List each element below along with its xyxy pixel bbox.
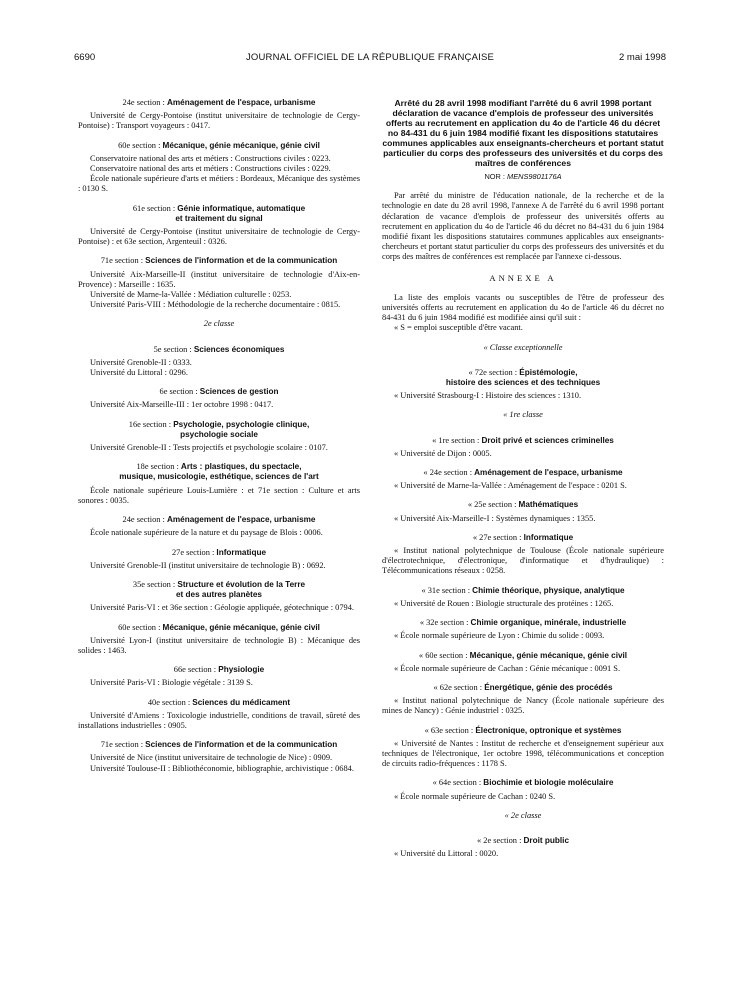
section-title: Chimie organique, minérale, industrielle xyxy=(470,618,627,628)
spacer xyxy=(382,427,664,436)
section-number: « 25e section : xyxy=(467,500,519,510)
section-title: musique, musicologie, esthétique, sciences de l'art xyxy=(119,472,319,482)
class-heading: « Classe exceptionnelle xyxy=(483,342,563,352)
section-number: 61e section : xyxy=(132,203,178,213)
section-heading xyxy=(382,726,664,736)
section-title: Droit public xyxy=(523,835,569,845)
list-item: Université Aix-Marseille-III : 1er octobre 1998 : 0417. xyxy=(90,400,274,410)
section-heading xyxy=(78,345,360,355)
section-heading xyxy=(78,204,360,224)
section-number: « 31e section : xyxy=(421,585,473,595)
section-heading xyxy=(78,256,360,266)
section-title: Épistémologie, xyxy=(519,367,578,377)
section-title: Aménagement de l'espace, urbanisme xyxy=(474,468,623,478)
spacer xyxy=(78,731,360,740)
list-item: Université Toulouse-II : Bibliothéconomie, bibliographie, archivistique : 0684. xyxy=(90,763,354,773)
list-item: Université Grenoble-II : 0333. xyxy=(90,357,192,367)
section-heading xyxy=(78,420,360,440)
list-item: « Université de Dijon : 0005. xyxy=(394,448,492,458)
spacer xyxy=(78,539,360,548)
section-title: Génie informatique, automatique xyxy=(177,203,306,213)
arrete-title: Arrêté du 28 avril 1998 modifiant l'arrêté du 6 avril 1998 portant déclaration de vacance d'emplois de professeur des universités offerts au recrutement en application du 4o de l'article 46 du décret no 84-431 du 6 juin 1984 modifié fixant les dispositions statutaires communes applicables aux enseignants-chercheurs et portant statut particulier du corps des professeurs des universités et du corps des maîtres de conférences xyxy=(382,98,664,168)
section-title: Sciences de gestion xyxy=(199,387,279,397)
section-number: 18e section : xyxy=(136,462,181,472)
spacer xyxy=(382,802,664,811)
section-title: Électronique, optronique et systèmes xyxy=(475,725,622,735)
spacer xyxy=(382,459,664,468)
spacer xyxy=(78,453,360,462)
section-number: 24e section : xyxy=(122,98,167,107)
spacer xyxy=(78,411,360,420)
section-number: « 24e section : xyxy=(423,468,475,478)
section-title: histoire des sciences et des techniques xyxy=(445,378,601,388)
section-number: « 62e section : xyxy=(433,682,485,692)
class-heading: « 2e classe xyxy=(504,810,542,820)
section-heading xyxy=(382,836,664,846)
arrete-body: Par arrêté du ministre de l'éducation nationale, de la recherche et de la technologie en date du 28 avril 1998, l'annexe A de l'arrêté du 6 avril 1998 portant déclaration de vacance d'emplois de professeur des universités offerts au recrutement en application du 4o de l'article 46 du décret no 84-431 du 6 juin 1984 modifié fixant les dispositions statutaires communes applicables aux enseignants-chercheurs et portant statut particulier du corps des professeurs des universités et du corps des maîtres de conférences est remplacée par l'annexe ci-dessous. xyxy=(382,191,664,262)
spacer xyxy=(78,614,360,623)
section-heading xyxy=(382,500,664,510)
spacer xyxy=(382,359,664,368)
list-item: Université de Cergy-Pontoise (institut universitaire de technologie de Cergy-Pontoise) : et 63e section, Argenteuil : 0326. xyxy=(78,227,360,247)
section-title: Mécanique, génie mécanique, génie civil xyxy=(162,140,320,150)
section-number: 6e section : xyxy=(159,387,200,397)
section-title: Informatique xyxy=(523,532,574,542)
section-number: « 72e section : xyxy=(468,367,520,377)
section-title: Informatique xyxy=(216,547,267,557)
spacer xyxy=(78,656,360,665)
section-number: 71e section : xyxy=(100,740,146,750)
section-number: 60e section : xyxy=(118,622,163,632)
section-title: Mathématiques xyxy=(518,500,579,510)
spacer xyxy=(382,577,664,586)
section-number: « 64e section : xyxy=(432,778,484,788)
section-heading xyxy=(78,665,360,675)
section-heading xyxy=(78,141,360,151)
nor-label: NOR : xyxy=(484,172,508,181)
section-number: « 63e section : xyxy=(424,725,476,735)
publication-date: 2 mai 1998 xyxy=(618,52,666,63)
list-item: Université de Marne-la-Vallée : Médiation culturelle : 0253. xyxy=(90,290,292,300)
list-item: Université Lyon-I (institut universitaire de technologie B) : Mécanique des solides : 1463. xyxy=(78,635,360,655)
section-heading xyxy=(382,618,664,628)
section-heading xyxy=(78,515,360,525)
list-item: Université Paris-VI : et 36e section : Géologie appliquée, géotechnique : 0794. xyxy=(90,603,354,613)
section-heading xyxy=(78,548,360,558)
list-item: « Institut national polytechnique de Nancy (École nationale supérieure des mines de Nancy) : Génie industriel : 0325. xyxy=(382,696,664,716)
spacer xyxy=(78,247,360,256)
section-heading xyxy=(78,462,360,482)
list-item: « Université Strasbourg-I : Histoire des sciences : 1310. xyxy=(394,391,582,401)
list-item: « École normale supérieure de Cachan : Génie mécanique : 0091 S. xyxy=(394,663,621,673)
spacer xyxy=(382,674,664,683)
section-title: Mécanique, génie mécanique, génie civil xyxy=(469,650,628,660)
list-item: Université d'Amiens : Toxicologie industrielle, conditions de travail, sûreté des installations industrielles : 0905. xyxy=(78,710,360,730)
spacer xyxy=(78,310,360,319)
section-title: Énergétique, génie des procédés xyxy=(484,682,613,692)
section-heading xyxy=(382,586,664,596)
section-title: et traitement du signal xyxy=(175,213,263,223)
section-heading xyxy=(382,651,664,661)
spacer xyxy=(78,378,360,387)
spacer xyxy=(382,334,664,343)
section-title: Sciences économiques xyxy=(193,344,285,354)
spacer xyxy=(382,401,664,410)
section-heading xyxy=(78,98,360,108)
section-title: Chimie théorique, physique, analytique xyxy=(472,585,625,595)
section-heading xyxy=(382,683,664,693)
section-heading xyxy=(78,740,360,750)
spacer xyxy=(78,336,360,345)
section-number: « 60e section : xyxy=(418,650,470,660)
list-item: « Université de Marne-la-Vallée : Aménagement de l'espace : 0201 S. xyxy=(394,481,627,491)
section-heading xyxy=(382,468,664,478)
spacer xyxy=(382,642,664,651)
section-title: Biochimie et biologie moléculaire xyxy=(483,778,614,788)
list-item: Université de Cergy-Pontoise (institut universitaire de technologie de Cergy-Pontoise) : Transport voyageurs : 0417. xyxy=(78,111,360,131)
spacer xyxy=(382,827,664,836)
list-item: La liste des emplois vacants ou susceptibles de l'être de professeur des universités offerts au recrutement en application du 4o de l'article 46 du décret no 84-431 du 6 juin 1984 modifié est modifiée ainsi qu'il suit : xyxy=(382,292,664,323)
section-number: 66e section : xyxy=(173,665,219,675)
journal-title: JOURNAL OFFICIEL DE LA RÉPUBLIQUE FRANÇAISE xyxy=(245,52,495,63)
section-heading xyxy=(382,436,664,446)
section-title: et des autres planètes xyxy=(175,590,262,600)
section-title: Droit privé et sciences criminelles xyxy=(481,435,614,445)
list-item: Université de Nice (institut universitaire de technologie de Nice) : 0909. xyxy=(90,753,333,763)
section-number: « 32e section : xyxy=(419,618,471,628)
section-title: Structure et évolution de la Terre xyxy=(177,579,306,589)
spacer xyxy=(382,717,664,726)
class-heading: « 1re classe xyxy=(503,410,543,420)
section-number: 71e section : xyxy=(100,256,146,266)
section-heading xyxy=(382,533,664,543)
list-item: Conservatoire national des arts et métiers : Constructions civiles : 0229. xyxy=(90,164,331,174)
list-item: Université Paris-VI : Biologie végétale : 3139 S. xyxy=(90,678,253,688)
annex-list xyxy=(382,293,664,860)
spacer xyxy=(382,769,664,778)
right-column xyxy=(382,98,664,859)
section-heading xyxy=(78,387,360,397)
section-number: 5e section : xyxy=(153,344,194,354)
list-item: « Université du Littoral : 0020. xyxy=(394,849,499,859)
spacer xyxy=(382,609,664,618)
section-title: psychologie sociale xyxy=(180,429,258,439)
section-title: Sciences de l'information et de la communication xyxy=(145,740,338,750)
section-title: Psychologie, psychologie clinique, xyxy=(173,419,310,429)
section-title: Aménagement de l'espace, urbanisme xyxy=(166,515,316,525)
section-title: Sciences du médicament xyxy=(192,697,291,707)
list-item: « Université de Nantes : Institut de recherche et d'enseignement supérieur aux techniques de l'électronique, 1er octobre 1998, télécommunications et conception de circuits radio-fréquences : 1178 S. xyxy=(382,738,664,769)
list-item: Université du Littoral : 0296. xyxy=(90,368,188,378)
section-title: Aménagement de l'espace, urbanisme xyxy=(166,98,316,107)
spacer xyxy=(78,195,360,204)
section-heading xyxy=(78,698,360,708)
section-number: 60e section : xyxy=(118,140,163,150)
section-heading xyxy=(78,580,360,600)
list-item: « École normale supérieure de Lyon : Chimie du solide : 0093. xyxy=(394,631,605,641)
page-header xyxy=(74,52,666,66)
class-heading: 2e classe xyxy=(203,319,235,329)
page-number: 6690 xyxy=(74,52,96,63)
list-item: École nationale supérieure d'arts et métiers : Bordeaux, Mécanique des systèmes : 0130 S. xyxy=(78,174,360,194)
section-heading xyxy=(382,368,664,388)
section-heading xyxy=(382,778,664,788)
section-number: 40e section : xyxy=(147,697,193,707)
section-heading xyxy=(78,623,360,633)
spacer xyxy=(78,132,360,141)
section-title: Sciences de l'information et de la communication xyxy=(145,256,338,266)
list-item: École nationale supérieure Louis-Lumière : et 71e section : Culture et arts sonores : 0035. xyxy=(78,485,360,505)
list-item: Conservatoire national des arts et métiers : Constructions civiles : 0223. xyxy=(90,153,331,163)
nor-reference xyxy=(382,172,664,182)
annex-title: ANNEXE A xyxy=(489,272,557,283)
spacer xyxy=(382,491,664,500)
list-item: « École normale supérieure de Cachan : 0240 S. xyxy=(394,791,556,801)
list-item: « Institut national polytechnique de Toulouse (École nationale supérieure d'électrotechnique, d'électronique, d'informatique et d'hydraulique) : Télécommunications réseaux : 0258. xyxy=(382,546,664,576)
list-item: « Université de Rouen : Biologie structurale des protéines : 1265. xyxy=(394,598,614,608)
section-number: « 2e section : xyxy=(476,835,524,845)
list-item: Université Grenoble-II : Tests projectifs et psychologie scolaire : 0107. xyxy=(90,443,328,453)
list-item: École nationale supérieure de la nature et du paysage de Blois : 0006. xyxy=(90,528,323,538)
list-item: Université Aix-Marseille-II (institut universitaire de technologie d'Aix-en-Provence) : Marseille : 1635. xyxy=(78,269,360,289)
left-column xyxy=(78,98,360,774)
section-number: 24e section : xyxy=(122,515,167,525)
section-number: 16e section : xyxy=(128,419,174,429)
section-number: 27e section : xyxy=(171,547,217,557)
section-title: Mécanique, génie mécanique, génie civil xyxy=(162,622,320,632)
list-item: « S = emploi susceptible d'être vacant. xyxy=(394,323,523,333)
section-number: « 27e section : xyxy=(472,532,524,542)
spacer xyxy=(78,506,360,515)
nor-code: MENS9801176A xyxy=(507,172,562,181)
section-title: Physiologie xyxy=(218,665,265,675)
section-number: 35e section : xyxy=(132,579,178,589)
section-number: « 1re section : xyxy=(432,435,482,445)
list-item: « Université Aix-Marseille-I : Systèmes dynamiques : 1355. xyxy=(394,513,596,523)
list-item: Université Grenoble-II (institut universitaire de technologie B) : 0692. xyxy=(90,560,326,570)
spacer xyxy=(78,571,360,580)
spacer xyxy=(78,689,360,698)
section-title: Arts : plastiques, du spectacle, xyxy=(180,462,302,472)
list-item: Université Paris-VIII : Méthodologie de la recherche documentaire : 0815. xyxy=(90,300,341,310)
spacer xyxy=(382,524,664,533)
